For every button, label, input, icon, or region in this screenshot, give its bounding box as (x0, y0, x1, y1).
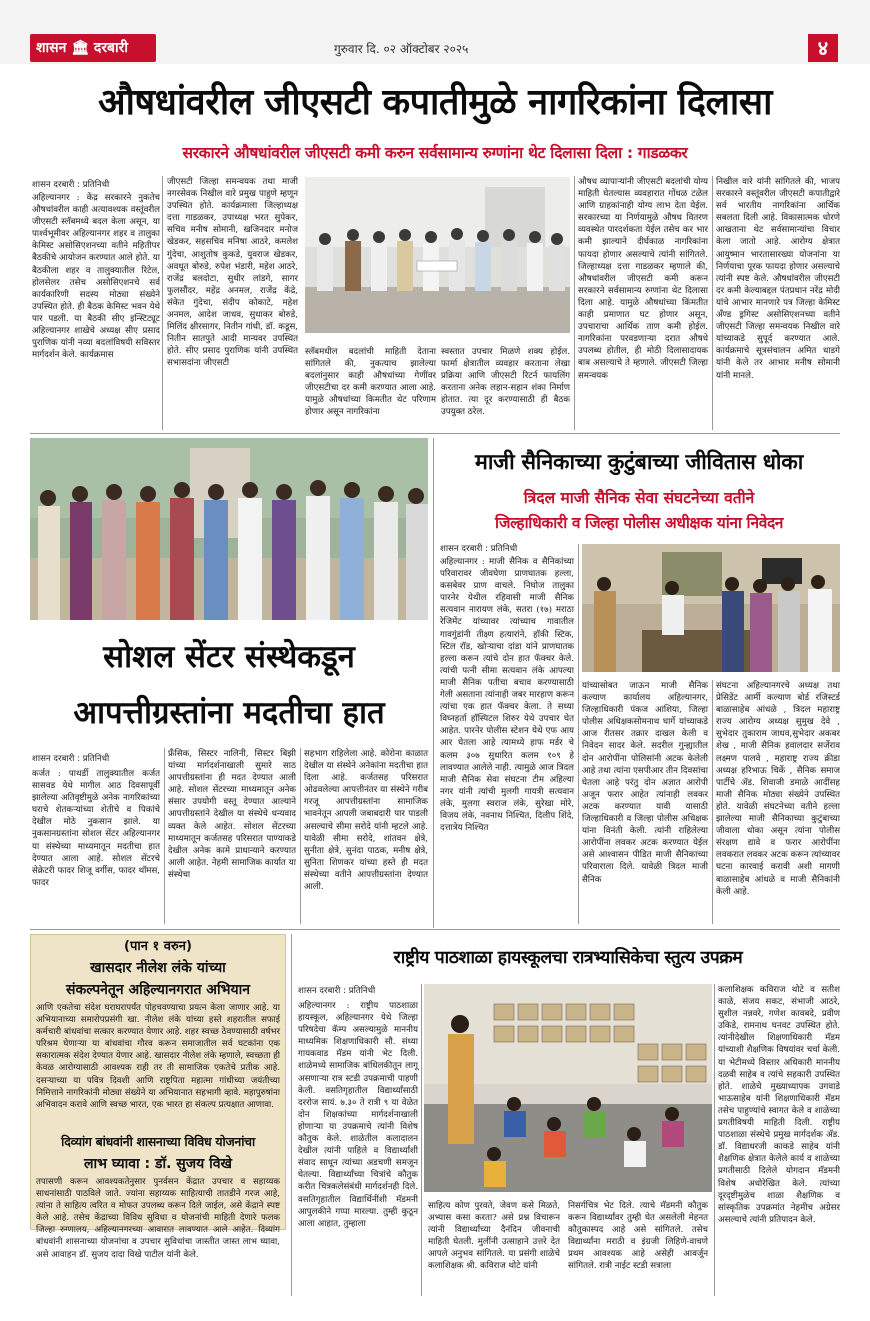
column-rule (712, 680, 713, 924)
section-rule (30, 433, 840, 434)
story6-col4: कलाशिक्षक कविराज थोटे व सतीश काळे, संजय सकट, संभाजी आठरे, सुशील नन्नवरे, गणेश कावबदे, प्रवीण उकिडे, रामनाथ घनवट उपस्थित होते. त्यांनीदेखील शिक्षणाधिकारी मॅडम यांच्याशी शैक्षणिक विषयांवर चर्चा केली. या भेटीमध्ये विस्तार अधिकारी माननीय दळवी साहेब व त्यांचे सहकारी उपस्थित होते. शाळेचे मुख्याध्यापक उगवाडे भाऊसाहेब यांनी शिक्षणाधिकारी मॅडम तसेच पाहुण्यांचे स्वागत केले व शाळेच्या प्रगतीविषयी माहिती दिली. राष्ट्रीय पाठशाळा संस्थेचे प्रमुख मार्गदर्शक ॲड. डॉ. विद्याधरजी काकडे साहेब यांनी शैक्षणिक क्षेत्रात केलेले कार्य व शाळेच्या प्रगतीसाठी दिलेले योगदान मॅडमनी विशेष अधोरेखित केले. त्यांच्या दूरदृष्टीमुळेच शाळा शैक्षणिक व सांस्कृतिक उपक्रमांत नेहमीच अग्रेसर असल्याचे त्यांनी प्रतिपादन केले. (718, 985, 840, 1225)
gst-meeting-photo (305, 177, 570, 333)
story6-headline: राष्ट्रीय पाठशाळा हायस्कूलचा रात्रभ्यासिकेचा स्तुत्य उपक्रम (393, 948, 743, 968)
story3-headline-line2: आपत्तीग्रस्तांना मदतीचा हात (73, 695, 385, 731)
story3-headline-line1: सोशल सेंटर संस्थेकडून (103, 639, 355, 675)
story2-subheadline-line1: त्रिदल माजी सैनिक सेवा संघटनेच्या वतीने (523, 489, 755, 507)
relief-photo (30, 438, 428, 620)
column-rule (300, 748, 301, 924)
column-rule (578, 544, 579, 924)
column-rule (714, 984, 715, 1296)
story2-col2: यांच्यासोबत जाऊन माजी सैनिक कल्याण कार्यालय अहिल्यानगर, जिल्हाधिकारी पंकज आशिया, जिल्हा पोलीस अधिक्षकसोमनाथ घार्गे यांच्याकडे आज रीतसर तक्रार दाखल केली व निवेदन सादर केले. सदरील गुन्ह्यातील दोन आरोपींना पोलिसांनी अटक केलेली आहे तथा त्यांना एसपीआर तीन दिवसांचा घेतला आहे परंतु दोन अज्ञात आरोपी अजून फरार आहेत त्यांनाही लवकर अटक करण्यात यावी यासाठी जिल्हाधिकारी व जिल्हा पोलीस अधिक्षक यांना विनंती केली. त्यांनी राहिलेल्या आरोपींना लवकर अटक करण्यात येईल असे आश्वासन पीडित माजी सैनिकाच्या परिवाराला दिले. यावेळी त्रिदल माजी सैनिक (582, 681, 708, 885)
story2-headline: माजी सैनिकाच्या कुटुंबाच्या जीवितास धोका (475, 450, 803, 475)
column-rule (574, 176, 575, 430)
story1-headline: औषधांवरील जीएसटी कपातीमुळे नागरिकांना दिलासा (98, 82, 772, 123)
masthead-bar (0, 0, 870, 64)
story4-headline-line1: खासदार नीलेश लंके यांच्या (90, 960, 226, 976)
school-study-photo-illustration (424, 984, 712, 1192)
column-rule (712, 176, 713, 430)
story1-col3a: स्लॅबमधील बदलांची माहिती देताना सांगितले की, नुकत्याच झालेल्या बदलांनुसार काही औषधांच्या गेणींवर जीएसटीचा दर कमी करण्यात आला आहे. यामुळे औषधांच्या किमतीत थेट परिणाम होणार असून नागरिकांना (305, 347, 436, 418)
story5-headline-line1: दिव्यांग बांधवांनी शासनाच्या विविध योजनांचा (61, 1134, 255, 1149)
story1-byline: शासन दरबारी : प्रतिनिधी (32, 180, 110, 190)
story2-subheadline-line2: जिल्हाधिकारी व जिल्हा पोलीस अधीक्षक यांना निवेदन (494, 514, 783, 532)
story4-continued-label: (पान १ वरुन) (124, 939, 192, 954)
section-rule (30, 929, 840, 930)
masthead-logo-text: शासन 🏛 दरबारी (36, 40, 129, 56)
story1-subheadline: सरकारने औषधांवरील जीएसटी कमी करुन सर्वसामान्य रुग्णांना थेट दिलासा दिला : गाडळकर (182, 144, 688, 162)
relief-photo-illustration (30, 438, 428, 620)
story2-byline: शासन दरबारी : प्रतिनिधी (440, 544, 518, 554)
story3-col2: फ्रॅंसिक, सिस्टर नालिनी, सिस्टर बिझी यांच्या मार्गदर्शनाखाली सुमारे साठ आपत्तीग्रस्तांना ही मदत देण्यात आली आहे. सोशल सेंटरच्या माध्यमातून अनेक संसार उपयोगी वस्तू देण्यात आल्याने आपत्तीग्रस्तांने देखील या संस्थेचे धन्यवाद व्यक्त केले आहेत. सोशल सेंटरच्या माध्यमातून कर्जतसह परिसरात पाण्याकडे देखील अनेक कामे प्राधान्याने करण्यात आली आहेत. नेहमी सामाजिक कार्यात या संस्थेचा (168, 749, 296, 880)
story1-col4: औषध व्यापाऱ्यांनी जीएसटी बदलांची योग्य माहिती घेतल्यास व्यवहारात गोंधळ टळेल आणि ग्राहकांनाही योग्य लाभ देता येईल. सरकारच्या या निर्णयामुळे औषध वितरण व्यवस्थेत पारदर्शकता येईल तसेच कर भार कमी झाल्याने दीर्घकाळ नागरिकांना फायदा होणार असल्याचे त्यांनी सांगितले. जिल्हाध्यक्ष दत्ता गाडळकर म्हणाले की, औषधांवरील जीएसटी कमी करून सरकारने सर्वसामान्य रुग्णांना थेट दिलासा दिला आहे. यामुळे औषधांच्या किंमतीत काही प्रमाणात घट होणार असून, उपचाराचा आर्थिक ताण कमी होईल. नागरिकांना परवडणाऱ्या दरात औषधे उपलब्ध होतील, ही मोठी दिलासादायक बाब असल्याचे ते म्हणाले. जीएसटी जिल्हा समन्वयक (578, 177, 708, 381)
story2-col1: अहिल्यानगर : माजी सैनिक व सैनिकांच्या परिवारावर जीवघेणा प्राणघातक हल्ला, कसबेवर प्राण वाचले. निघोज तालुका पारनेर येथील रहिवासी माजी सैनिक सत्यवान नारायण लंके, सतरा (१७) मराठा रेजिमेंट यांच्यावर त्यांच्याच गावातील गावगुंडांनी तीक्ष्ण हत्यारांने, हॉकी स्टिक, स्टिल रॉड, खोऱ्याचा दांडा यांने प्राणघातक हल्ला करून त्यांचे दोन हात फॅक्चर केले. त्यांची पत्नी सीमा सत्यवान लंके आपल्या माजी सैनिक पतीचा बचाव करण्यासाठी गेली असताना त्यांनाही जबर मारहाण करून त्यांचा एक हात फॅक्चर केला. ते सध्या विघ्नहर्ता हॉस्पिटल शिरुर येथे उपचार घेत आहेत. पारनेर पोलीस स्टेशन येथे एफ आय आर घेतला आहे त्यामध्ये हाफ मर्डर चे कलम ३०७ सुधारित कलम १०९ हे लावण्यात आलेले नाही. त्यामुळे आज त्रिदल माजी सैनिक सेवा संघटना टीम अहिल्या नगर यांनी त्यांची मुलगी गायत्री सत्यवान लंके, मुलगा स्वराज लंके, सुरेखा मोरे, विजय लंके, नवनाथ निश्चित, दिलीप शिंदे, दत्तात्रेय निश्चित (440, 557, 574, 834)
story1-col5: निखील वारे यांनी सांगितले की, भाजप सरकारने वस्तूंवरील जीएसटी कपातीद्वारे सर्व भारतीय नागरिकांना आर्थिक सबलता दिली आहे. विकासात्मक धोरणे आखताना थेट सर्वसामान्यांचा विचार केला जातो आहे. आरोग्य क्षेत्रात आयुष्मान भारतासारख्या योजनांना या निर्णयाचा पूरक फायदा होणार असल्याचे त्यांनी स्पष्ट केले. औषधांवरील जीएसटी दर कमी केल्याबद्दल पंतप्रधान नरेंद्र मोदी यांचे आभार मानणारे पत्र जिल्हा केमिस्ट अँण्ड ड्रगिस्ट असोसिएशनच्या वतीने जीएसटी जिल्हा समन्वयक निखील वारे यांच्याकडे सुपूर्द करण्यात आले. कार्यक्रमाचे सूत्रसंचालन अमित धाडगे यांनी केले तर आभार मनीष सोमानी यांनी मानले. (716, 177, 840, 381)
section-rule-vertical (291, 934, 292, 1296)
story4-headline-line2: संकल्पनेतून अहिल्यानगरात अभियान (65, 982, 250, 998)
story4-body: आणि एकतेचा संदेश घराघरापर्यंत पोहचवण्याचा प्रयत्न केला जाणार आहे. या अभियानाच्या समारोपप्रसंगी खा. नीलेश लंके यांच्या हस्ते शहरातील सफाई कर्मचारी बांधवांचा सत्कार करण्यात येणार आहे. शहर स्वच्छ ठेवण्यासाठी वर्षभर परिश्रम घेणाऱ्या या बांधवांचा गौरव करून समाजातील सर्व घटकांना एक सकारात्मक संदेश देण्यात येणार आहे. खासदार नीलेश लंके म्हणाले, स्वच्छता ही केवळ आरोग्यासाठी आवश्यक राही तर ती सामाजिक एकतेचे प्रतीक आहे. दसऱ्याच्या या पवित्र दिवशी आणि राष्ट्रपिता महात्मा गांधीच्या जयंतीच्या निमित्ताने नागरिकांनी मोठ्या संख्येने या अभियानात सहभागी व्हावे. महापुरुषांना अभिवादन करावे आणि स्वच्छ भारत, एक भारत हा संकल्प प्रत्यक्षात आणावा. (36, 1003, 280, 1110)
school-study-photo (424, 984, 712, 1192)
column-rule (164, 748, 165, 924)
story1-col3b: स्वस्तात उपचार मिळणे शक्य होईल. फार्मा क्षेत्रातील व्यवहार करताना लेखा प्रक्रिया आणि जीएसटी रिटर्न फायलिंग करताना अनेक लहान-सहान शंका निर्माण होतात. त्या दूर करण्यासाठी ही बैठक उपयुक्त ठरेल. (441, 347, 570, 418)
masthead-date: गुरुवार दि. ०२ ऑक्टोबर २०२५ (334, 42, 469, 56)
story1-col1: अहिल्यानगर : केंद्र सरकारने नुकतेच औषधांवरील काही अत्यावश्यक वस्तूंवरील जीएसटी स्लॅबमध्ये बदल केला असून, या पार्श्वभूमीवर अहिल्यानगर शहर व तालुका केमिस्ट असोसिएशनच्या वतीने महितीपर बैठकीचे आयोजन करण्यात आले होते. या बैठकीला शहर व तालुक्यातील रिटेल, होलसेलर तसेच असोसिएशनचे सर्व कार्यकारिणी सदस्य मोठ्या संख्येने उपस्थित होते. ही बैठक केमिस्ट भवन येथे पार पडली. या बैठकी सीए इन्स्टिट्यूट अहिल्यानगर शाखेचे अध्यक्ष सीए प्रसाद पुराणिक यांनी नव्या बदलांविषयी सविस्तर मार्गदर्शन केले. कार्यक्रमास (32, 193, 160, 361)
section-rule-vertical (433, 438, 434, 928)
memorandum-photo (582, 544, 840, 672)
memorandum-photo-illustration (582, 544, 840, 672)
column-rule (162, 176, 163, 430)
story2-col3: संघटना अहिल्यानगरचे अध्यक्ष तथा प्रेसिडेंट आर्मी कल्याण बोर्ड रजिस्टर्ड बाळासाहेब आंधळे , त्रिदल महाराष्ट्र राज्य आरोग्य अध्यक्ष सुमुख देवे , सुभेदार तुकाराम जाधव,सुभेदार अकबर शेख , माजी सैनिक हवालदार सर्जेराव लक्ष्मण पालवे , महाराष्ट्र राज्य क्रीडा अध्यक्ष हरिभाऊ चिर्के , सैनिक समाज पार्टीचे ॲड. शिवाजी डमाळे आदींसह माजी सैनिक मोठ्या संख्येने उपस्थित होते. यावेळी संघटनेच्या वतीने हल्ला झालेल्या माजी सैनिकाच्या कुटुंबाच्या जीवाला धोका असून त्यांना पोलीस संरक्षण द्यावे व फरार आरोपींना लवकरात लवकर अटक करून त्यांच्यावर घटना कारवाई करावी अशी मागणी बाळासाहेब आंधळे व माजी सैनिकांनी केली आहे. (716, 681, 840, 897)
story3-col1: कर्जत : पाथर्डी तालुक्यातील कर्जत सासवड येथे मागील आठ दिवसापूर्वी झालेल्या अतिवृष्टीमुळे अनेक नागरिकांच्या घराचे शेतकऱ्यांच्या शेतीचे व पिकांचे देखील मोठे नुकसान झाले. या नुकसानग्रस्तांना सोशल सेंटर अहिल्यानगर या संस्थेच्या माध्यमातून मदतीचा हात देण्यात आला आहे. सोशल सेंटरचे सेक्रेटरी फादर शिजू वर्गीस, फादर थॉमस, फादर (32, 769, 160, 888)
story6-byline: शासन दरबारी : प्रतिनिधी (298, 986, 376, 996)
story5-headline-line2: लाभ घ्यावा : डॉ. सुजय विखे (83, 1156, 232, 1172)
story1-col2: जीएसटी जिल्हा समन्वयक तथा माजी नगरसेवक निखील वारे प्रमुख पाहुणे म्हणून उपस्थित होते. कार्यक्रमाला जिल्हाध्यक्ष दत्ता गाडळकर, उपाध्यक्ष भरत सुपेकर, सचिव मनीष सोमानी, खजिनदार मनोज खेडकर, सहसचिव मनिषा आठरे, कमलेश गुंदेचा, आशुतोष कुकडे, युवराज खेडकर, अवधूत बोरुडे, रुपेश भंडारी, महेश आठरे, राजेंद्र बलदोटा, सुधीर लांडगे, सागर फुलसौंदर, महेंद्र अनमल, राजेंद्र केंद्रे, संकेत गुंदेचा, संदीप कोकाटे, महेश अनमल, आदेश जाधव, सुधाकर बोरुडे, मिलिंद क्षीरसागर, नितीन गांधी, डॉ. कडूस, नितीन सातपुते आदी मान्यवर उपस्थित होते. सीए प्रसाद पुराणिक यांनी उपस्थित सभासदांना जीएसटी (167, 177, 298, 369)
story6-col3: निसर्गचित्र भेट दिले. त्याचे मॅडमनी कौतुक करून विद्यार्थ्यांवर तुम्ही घेत असलेली मेहनत कौतुकास्पद आहे असे सांगितले. तसेच विद्यार्थ्यांना मराठी व इंग्रजी लिहिणे-वाचणे प्रथम आवश्यक आहे असेही आवर्जून सांगितले. रात्री नाईट स्टडी सत्राला (568, 1201, 708, 1272)
gst-meeting-photo-illustration (305, 177, 570, 333)
story6-col2: साहित्य कोण पुरवते, जेवण कसे मिळते, अभ्यास कसा करता? असे प्रश्न विचारून त्यांनी विद्यार्थ्यांच्या दैनंदिन जीवनाची माहिती घेतली. मुलींनी उत्साहाने उत्तरे देत आपले अनुभव सांगितले. या प्रसंगी शाळेचे कलाशिक्षक श्री. कविराज थोटे यांनी (428, 1201, 560, 1272)
column-rule (421, 984, 422, 1296)
story6-col1: अहिल्यानगर : राष्ट्रीय पाठशाळा हायस्कूल, अहिल्यानगर येथे जिल्हा परिषदेचा कॅम्प असल्यामुळे माननीय माध्यमिक शिक्षणाधिकारी सौ. संध्या गायकवाड मॅडम यांनी भेट दिली. शाळेमध्ये सामाजिक बांधिलकीतून लागू असणाऱ्या रात्र स्टडी उपक्रमाची पाहणी केली. वसतिगृहातील विद्यार्थ्यांसाठी दररोज सायं. ७.३० ते रात्री ९ या वेळेत दोन शिक्षकांच्या मार्गदर्शनाखाली होणाऱ्या या उपक्रमाचे त्यांनी विशेष कौतुक केले. शाळेतील कलादालन देखील त्यांनी पाहिले व विद्यार्थ्यांशी संवाद साधून त्यांच्या अडचणी समजून घेतल्या. विद्यार्थ्यांच्या चित्रांचे कौतुक करीत चित्रकलेसंबंधी मार्गदर्शनही दिले. वसतिगृहातील विद्यार्थिनींशी मॅडमनी आपुलकीने गप्पा मारल्या. तुम्ही कुठून आला आहात, तुम्हाला (298, 1001, 418, 1229)
page-number: ४ (808, 34, 838, 62)
story3-byline: शासन दरबारी : प्रतिनिधी (32, 754, 110, 764)
story3-col3: सहभाग राहिलेला आहे. कोरोना काळात देखील या संस्थेने अनेकांना मदतीचा हात दिला आहे. कर्जतसह परिसरात ओढवलेल्या आपत्तीनंतर या संस्थेने गरीब गरजू आपत्तीग्रस्तांना सामाजिक भावनेतून आपली जबाबदारी पार पाडली असल्याचे सीमा सरोदे यांनी म्हटले आहे. यावेळी सीमा सरोदे, शांतवन क्षेत्रे, सुनीता क्षेत्रे, सुनंदा पाठक, मनीष क्षेत्रे, सुनिता शिणकर यांच्या हस्ते ही मदत संस्थेच्या वतीने आपत्तीग्रस्तांना देण्यात आली. (304, 749, 428, 893)
story5-body: तपासणी करून आवश्यकतेनुसार पुनर्वसन केंद्रात उपचार व सहाय्यक साधनांसाठी पाठविले जाते. ज्यांना सहाय्यक साहित्याची तातडीने गरज आहे, त्यांना ते साहित्य त्वरित व मोफत उपलब्ध करून दिले जाईल, असे केंद्राने स्पष्ट केले आहे. तसेच केंद्राच्या विविध सुविधा व योजनांची माहिती देणारे फलक जिल्हा रुग्णालय, अहिल्यानगरच्या आवारात लावण्यात आले आहेत. दिव्यांग बांधवांनी शासनाच्या योजनांचा व उपचार सुविधांचा जास्तीत जास्त लाभ घ्यावा, असे आवाहन डॉ. सुजय दादा विखे पाटील यांनी केले. (36, 1177, 280, 1260)
